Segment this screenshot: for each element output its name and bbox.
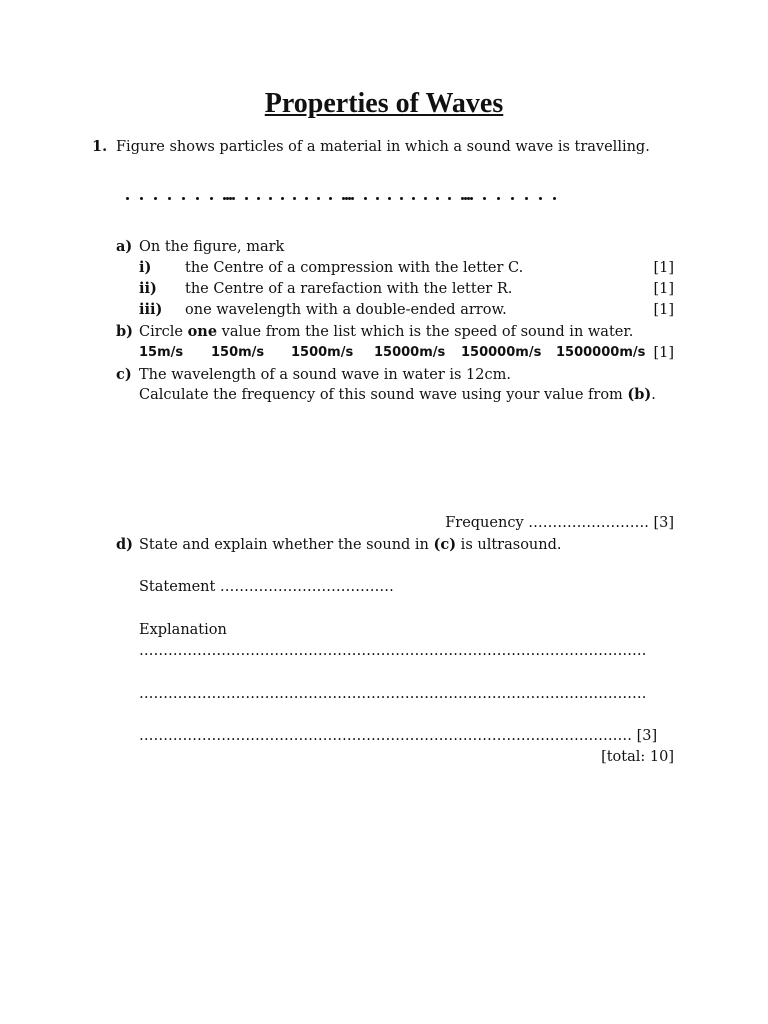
explanation-line-3[interactable]: ………………………………………………………………………………………… [3] (139, 728, 658, 744)
particle-dot (539, 197, 542, 200)
part-b-label: b) (116, 323, 133, 340)
explanation-line-2[interactable]: …………………………………………………………………………………………… (139, 686, 647, 702)
particle-dot (364, 197, 367, 200)
part-a-iii-text: one wavelength with a double-ended arrow. (185, 302, 507, 318)
particle-dot (269, 197, 272, 200)
particle-dot (448, 197, 451, 200)
particle-dot (140, 197, 143, 200)
particle-dot (305, 197, 308, 200)
particle-dot (553, 197, 556, 200)
question-stem: Figure shows particles of a material in which a sound wave is travelling. (116, 139, 650, 155)
particle-dot (483, 197, 486, 200)
part-a-ii-marks: [1] (653, 281, 674, 297)
particle-dot (351, 197, 354, 200)
particle-dot (388, 197, 391, 200)
part-c-line-2: Calculate the frequency of this sound wave using your value from (b). (139, 386, 656, 403)
part-a-ii-text: the Centre of a rarefaction with the letter R. (185, 281, 513, 297)
part-a-iii-number: iii) (139, 301, 163, 318)
particle-dot (470, 197, 473, 200)
explanation-label: Explanation (139, 622, 227, 638)
particle-dot (436, 197, 439, 200)
particle-dot (196, 197, 199, 200)
particles-figure (120, 190, 688, 210)
part-c-label: c) (116, 366, 132, 383)
speed-option-15[interactable]: 15m/s (139, 345, 184, 360)
particle-dot (245, 197, 248, 200)
particle-dot (497, 197, 500, 200)
part-a-i-number: i) (139, 259, 152, 276)
part-a-i-text: the Centre of a compression with the letter C. (185, 260, 524, 276)
part-a-i-marks: [1] (653, 260, 674, 276)
particle-dot (210, 197, 213, 200)
total-marks: [total: 10] (601, 749, 674, 765)
part-a-iii-marks: [1] (653, 302, 674, 318)
particle-dot (317, 197, 320, 200)
particle-dot (126, 197, 129, 200)
particle-dot (525, 197, 528, 200)
particle-dot (400, 197, 403, 200)
part-a-intro: On the figure, mark (139, 239, 285, 255)
particle-dot (232, 197, 235, 200)
page-title: Properties of Waves (264, 88, 504, 119)
speed-option-150000[interactable]: 150000m/s (461, 345, 542, 360)
particle-dot (168, 197, 171, 200)
particle-dot (511, 197, 514, 200)
particle-dot (182, 197, 185, 200)
part-d-question: State and explain whether the sound in (c) is ultrasound. (139, 536, 562, 553)
particle-dot (329, 197, 332, 200)
particle-dot (424, 197, 427, 200)
speed-option-150[interactable]: 150m/s (211, 345, 265, 360)
speed-option-1500000[interactable]: 1500000m/s (556, 345, 646, 360)
part-a-ii-number: ii) (139, 280, 157, 297)
particle-dot (154, 197, 157, 200)
speed-option-15000[interactable]: 15000m/s (374, 345, 446, 360)
statement-answer-line[interactable]: Statement ……………………………… (139, 579, 394, 595)
particle-dot (376, 197, 379, 200)
part-c-line-1: The wavelength of a sound wave in water is 12cm. (139, 367, 511, 383)
particle-dot (257, 197, 260, 200)
particle-dot (281, 197, 284, 200)
frequency-answer-line[interactable]: Frequency ……………………. [3] (445, 515, 674, 531)
particle-dot (412, 197, 415, 200)
part-b-marks: [1] (653, 345, 674, 361)
particle-dot (293, 197, 296, 200)
speed-option-1500[interactable]: 1500m/s (291, 345, 354, 360)
part-b-question: Circle one value from the list which is the speed of sound in water. (139, 323, 634, 340)
part-d-label: d) (116, 536, 133, 553)
part-a-label: a) (116, 238, 133, 255)
question-number: 1. (92, 138, 108, 155)
explanation-line-1[interactable]: …………………………………………………………………………………………… (139, 643, 647, 659)
